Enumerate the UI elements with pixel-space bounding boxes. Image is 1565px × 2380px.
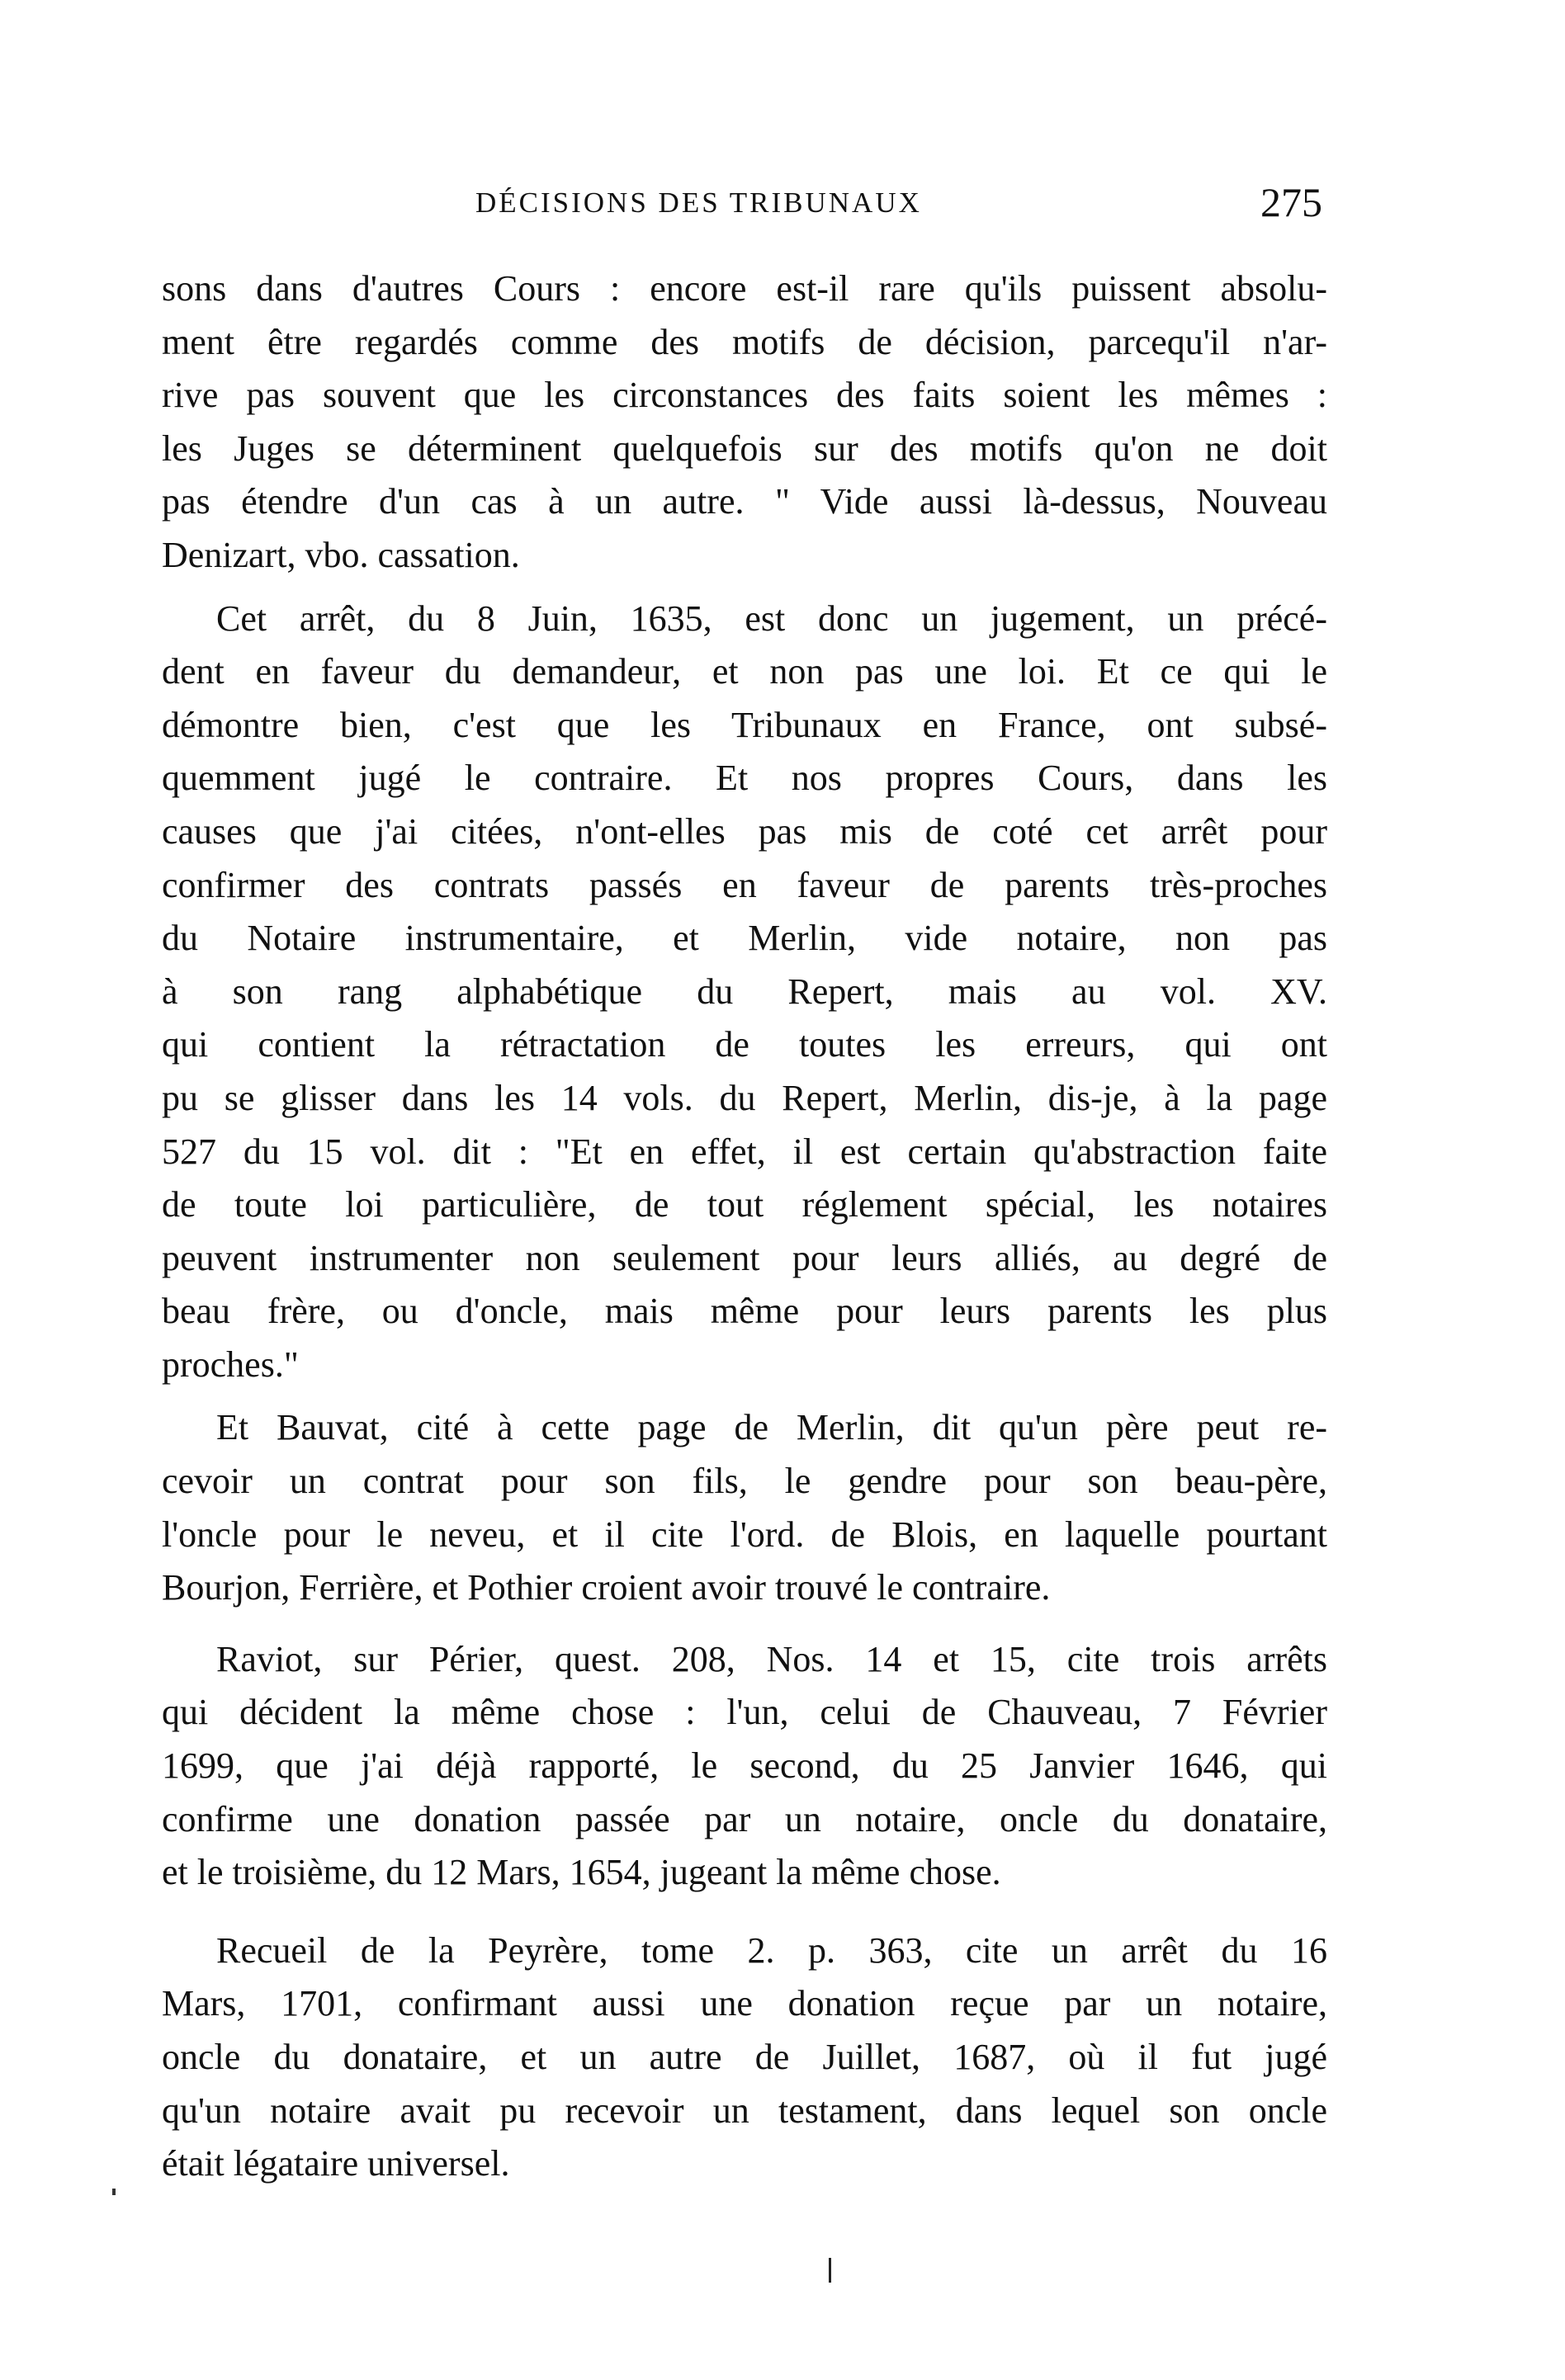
text-line: de toute loi particulière, de tout réglement spécial, les notaires [162,1184,1327,1225]
text-line: Raviot, sur Périer, quest. 208, Nos. 14 et 15, cite trois arrêts [216,1638,1327,1679]
text-line: qui décident la même chose : l'un, celui de Chauveau, 7 Février [162,1692,1327,1733]
page-number: 275 [1260,179,1322,225]
text-line: Bourjon, Ferrière, et Pothier croient avoir trouvé le contraire. [162,1567,1051,1608]
text-line: qui contient la rétractation de toutes les erreurs, qui ont [162,1024,1327,1065]
text-line: à son rang alphabétique du Repert, mais au vol. XV. [162,970,1327,1012]
text-line: proches." [162,1343,299,1385]
text-line: confirme une donation passée par un notaire, oncle du donataire, [162,1798,1327,1839]
running-title: DÉCISIONS DES TRIBUNAUX [475,187,922,219]
text-line: du Notaire instrumentaire, et Merlin, vide notaire, non pas [162,918,1327,959]
text-line: causes que j'ai citées, n'ont-elles pas mis de coté cet arrêt pour [162,810,1327,852]
text-line: rive pas souvent que les circonstances des faits soient les mêmes : [162,375,1327,416]
text-line: confirmer des contrats passés en faveur de parents très-proches [162,864,1327,905]
text-line: démontre bien, c'est que les Tribunaux en France, ont subsé- [162,704,1327,745]
text-line: sons dans d'autres Cours : encore est-il rare qu'ils puissent absolu- [162,268,1327,309]
text-line: pu se glisser dans les 14 vols. du Repert, Merlin, dis-je, à la page [162,1077,1327,1118]
text-line: Mars, 1701, confirmant aussi une donation reçue par un notaire, [162,1983,1327,2024]
body-text [162,262,1327,2191]
text-line: peuvent instrumenter non seulement pour leurs alliés, au degré de [162,1237,1327,1278]
text-line: Et Bauvat, cité à cette page de Merlin, dit qu'un père peut re- [216,1407,1327,1448]
text-line: Recueil de la Peyrère, tome 2. p. 363, cite un arrêt du 16 [216,1929,1327,1971]
text-line: ment être regardés comme des motifs de décision, parcequ'il n'ar- [162,321,1327,362]
text-line: oncle du donataire, et un autre de Juillet, 1687, où il fut jugé [162,2037,1327,2077]
text-line: les Juges se déterminent quelquefois sur des motifs qu'on ne doit [162,427,1327,469]
scan-mark [829,2258,831,2283]
text-line: quemment jugé le contraire. Et nos propres Cours, dans les [162,758,1327,799]
text-line: pas étendre d'un cas à un autre. " Vide aussi là-dessus, Nouveau [162,481,1327,522]
text-line: et le troisième, du 12 Mars, 1654, jugeant la même chose. [162,1852,1001,1893]
text-line: Cet arrêt, du 8 Juin, 1635, est donc un jugement, un précé- [216,597,1327,639]
text-line: dent en faveur du demandeur, et non pas une loi. Et ce qui le [162,651,1327,692]
text-line: beau frère, ou d'oncle, mais même pour leurs parents les plus [162,1291,1327,1332]
text-line: 1699, que j'ai déjà rapporté, le second, du 25 Janvier 1646, qui [162,1745,1327,1787]
text-line: cevoir un contrat pour son fils, le gendre pour son beau-père, [162,1461,1327,1502]
text-line: Denizart, vbo. cassation. [162,534,520,575]
scan-speck [112,2189,116,2195]
text-line: 527 du 15 vol. dit : "Et en effet, il est certain qu'abstraction faite [162,1131,1327,1172]
running-header [162,179,1327,233]
text-line: l'oncle pour le neveu, et il cite l'ord. de Blois, en laquelle pourtant [162,1513,1327,1555]
text-line: qu'un notaire avait pu recevoir un testament, dans lequel son oncle [162,2090,1327,2131]
text-line: était légataire universel. [162,2143,510,2184]
